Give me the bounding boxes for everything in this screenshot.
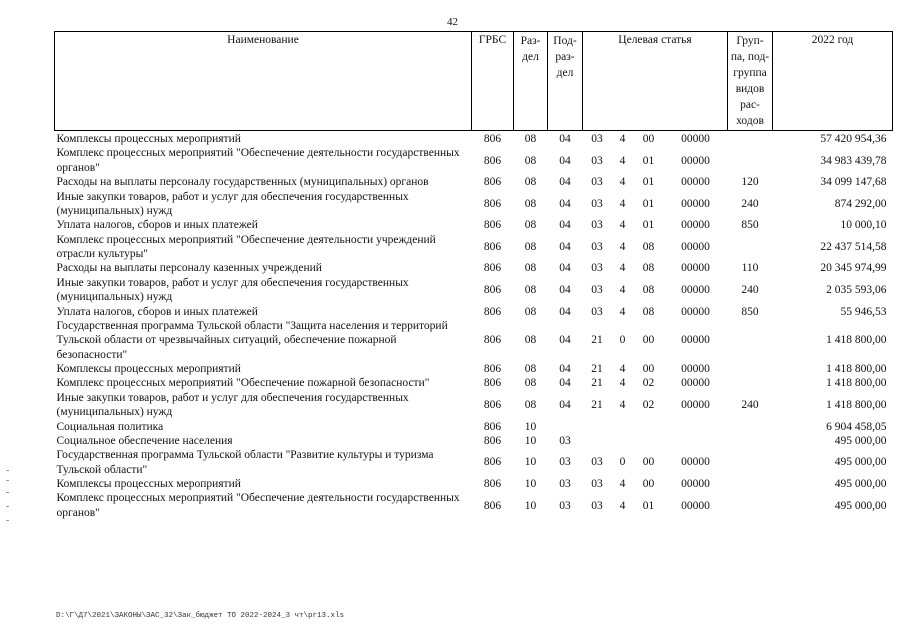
- row-cs-direction: 00000: [681, 176, 710, 189]
- table-row: [55, 319, 893, 362]
- row-amount: 57 420 954,36: [820, 133, 887, 145]
- row-vid-rashodov: 850: [741, 305, 759, 318]
- row-cs-type: 4: [619, 398, 626, 411]
- row-podrazdel: 04: [559, 133, 571, 145]
- table-row: [55, 434, 893, 448]
- row-cs-program: 03: [591, 219, 603, 232]
- row-grbs: 806: [483, 283, 502, 296]
- row-cs-type: [612, 434, 634, 448]
- row-cs-program: 03: [591, 240, 603, 253]
- row-vid-rashodov: 110: [741, 262, 759, 275]
- row-vid-rashodov: 850: [741, 219, 759, 232]
- row-cs-direction: 00000: [681, 133, 710, 145]
- row-cs-type: 4: [619, 305, 626, 318]
- row-grbs: 806: [483, 262, 502, 275]
- row-razdel: 08: [524, 240, 537, 253]
- row-cs-sub: 00: [642, 133, 655, 145]
- row-cs-sub: 00: [642, 363, 655, 375]
- row-vid-rashodov: [728, 131, 773, 147]
- row-podrazdel: 03: [559, 499, 571, 512]
- row-cs-sub: 01: [642, 499, 655, 512]
- header-razdel: Раз- дел: [514, 32, 548, 131]
- table-row: [55, 391, 893, 420]
- row-podrazdel: 04: [559, 363, 571, 375]
- row-razdel: 08: [524, 219, 537, 232]
- row-amount: 10 000,10: [840, 219, 887, 232]
- row-cs-type: 0: [619, 334, 626, 347]
- row-cs-direction: 00000: [681, 334, 710, 347]
- table-row: [55, 276, 893, 305]
- row-cs-program: 03: [591, 305, 603, 318]
- row-podrazdel: 04: [559, 305, 571, 318]
- table-header-row: [55, 32, 893, 131]
- row-grbs: 806: [483, 363, 502, 375]
- row-cs-direction: 00000: [681, 283, 710, 296]
- row-razdel: 08: [524, 154, 537, 167]
- row-cs-program: 03: [591, 262, 603, 275]
- row-podrazdel: 04: [559, 197, 571, 210]
- row-name: Расходы на выплаты персоналу казенных учреждений: [56, 262, 322, 275]
- row-cs-sub: 08: [642, 262, 655, 275]
- row-cs-direction: 00000: [681, 363, 710, 375]
- row-vid-rashodov: [728, 319, 773, 362]
- row-grbs: 806: [483, 154, 502, 167]
- row-grbs: 806: [483, 305, 502, 318]
- row-podrazdel: 03: [559, 434, 571, 447]
- page-number: 42: [447, 16, 458, 28]
- table-row: [55, 420, 893, 434]
- row-cs-program: 21: [591, 398, 603, 411]
- row-cs-type: 4: [619, 176, 626, 189]
- row-name: Комплекс процессных мероприятий "Обеспечение деятельности учреждений отрасли культуры": [56, 233, 436, 260]
- header-celevaya-statya: Целевая статья: [583, 32, 728, 131]
- table-row: [55, 491, 893, 520]
- row-cs-program: 03: [591, 154, 603, 167]
- row-cs-direction: 00000: [681, 262, 710, 275]
- row-grbs: 806: [483, 420, 502, 433]
- table-row: [55, 305, 893, 319]
- margin-mark: [6, 492, 9, 493]
- row-cs-sub: 00: [642, 478, 655, 490]
- row-cs-direction: [664, 434, 728, 448]
- row-vid-rashodov: [728, 376, 773, 390]
- header-name: Наименование: [55, 32, 472, 131]
- row-name: Государственная программа Тульской области "Защита населения и территорий Тульской области от чрезвычайных ситуаций, обеспечение пожарной безопасности": [56, 319, 448, 361]
- table-row: [55, 218, 893, 232]
- row-amount: 495 000,00: [834, 478, 887, 490]
- table-row: [55, 146, 893, 175]
- row-cs-program: 03: [591, 197, 603, 210]
- row-cs-type: 4: [619, 478, 626, 490]
- row-amount: 55 946,53: [840, 305, 887, 318]
- row-cs-sub: 00: [642, 456, 655, 469]
- table-row: [55, 362, 893, 376]
- row-razdel: 10: [524, 456, 537, 469]
- row-cs-program: [583, 420, 612, 434]
- row-cs-sub: 01: [642, 197, 655, 210]
- row-name: Иные закупки товаров, работ и услуг для обеспечения государственных (муниципальных) нужд: [56, 276, 409, 304]
- row-podrazdel: 04: [559, 398, 571, 411]
- row-name: Государственная программа Тульской области "Развитие культуры и туризма Тульской области": [56, 449, 434, 476]
- row-vid-rashodov: [728, 146, 773, 175]
- row-vid-rashodov: [728, 491, 773, 520]
- row-amount: 6 904 458,05: [826, 420, 887, 433]
- row-amount: 34 099 147,68: [820, 176, 887, 189]
- row-podrazdel: 04: [559, 176, 571, 189]
- row-amount: 34 983 439,78: [820, 154, 887, 167]
- row-vid-rashodov: 240: [741, 398, 759, 411]
- row-cs-sub: [634, 434, 664, 448]
- row-podrazdel: 04: [559, 283, 571, 296]
- margin-mark: [6, 506, 9, 507]
- row-cs-direction: [664, 420, 728, 434]
- row-cs-program: 21: [591, 363, 603, 375]
- row-grbs: 806: [483, 456, 502, 469]
- row-name: Социальная политика: [56, 420, 164, 433]
- table-row: [55, 376, 893, 390]
- table-row: [55, 233, 893, 262]
- row-cs-type: 0: [619, 456, 626, 469]
- row-razdel: 08: [524, 334, 537, 347]
- row-grbs: 806: [483, 478, 502, 490]
- row-cs-program: [583, 434, 612, 448]
- row-amount: 2 035 593,06: [826, 283, 887, 296]
- row-amount: 22 437 514,58: [820, 240, 887, 253]
- row-cs-type: 4: [619, 262, 626, 275]
- row-amount: 1 418 800,00: [826, 398, 887, 411]
- row-cs-sub: 00: [642, 334, 655, 347]
- row-vid-rashodov: 240: [741, 197, 759, 210]
- row-amount: 495 000,00: [834, 456, 887, 469]
- row-vid-rashodov: 240: [741, 283, 759, 296]
- row-razdel: 08: [524, 197, 537, 210]
- row-name: Комплексы процессных мероприятий: [56, 478, 241, 490]
- row-cs-type: 4: [619, 283, 626, 296]
- row-cs-sub: 01: [642, 154, 655, 167]
- row-grbs: 806: [483, 377, 502, 390]
- header-gruppa-vidov-rashodov: Груп- па, под- группа видов рас- ходов: [728, 32, 773, 131]
- row-name: Комплексы процессных мероприятий: [56, 133, 241, 145]
- margin-mark: [6, 470, 9, 471]
- row-cs-type: 4: [619, 363, 626, 375]
- row-name: Уплата налогов, сборов и иных платежей: [56, 305, 258, 318]
- row-vid-rashodov: [728, 362, 773, 376]
- header-grbs: ГРБС: [472, 32, 514, 131]
- row-podrazdel: 03: [559, 478, 571, 490]
- table-row: [55, 261, 893, 275]
- row-razdel: 08: [524, 176, 537, 189]
- row-name: Комплексы процессных мероприятий: [56, 363, 241, 375]
- row-cs-direction: 00000: [681, 377, 710, 390]
- table-row: [55, 131, 893, 147]
- row-razdel: 10: [524, 478, 537, 490]
- row-cs-program: 03: [591, 456, 603, 469]
- row-grbs: 806: [483, 499, 502, 512]
- row-cs-type: 4: [619, 154, 626, 167]
- row-vid-rashodov: [728, 477, 773, 491]
- row-cs-direction: 00000: [681, 219, 710, 232]
- row-cs-type: 4: [619, 377, 626, 390]
- row-podrazdel: [548, 420, 583, 434]
- margin-mark: [6, 480, 9, 481]
- row-grbs: 806: [483, 219, 502, 232]
- row-razdel: 08: [524, 283, 537, 296]
- row-cs-direction: 00000: [681, 240, 710, 253]
- row-name: Иные закупки товаров, работ и услуг для обеспечения государственных (муниципальных) нужд: [56, 190, 409, 217]
- row-podrazdel: 04: [559, 154, 571, 167]
- row-vid-rashodov: [728, 448, 773, 477]
- row-cs-type: 4: [619, 499, 626, 512]
- row-vid-rashodov: 120: [741, 176, 759, 189]
- row-cs-direction: 00000: [681, 305, 710, 318]
- row-cs-sub: 01: [642, 219, 655, 232]
- row-razdel: 10: [524, 434, 537, 447]
- header-podrazdel: Под- раз- дел: [548, 32, 583, 131]
- row-cs-type: 4: [619, 197, 626, 210]
- row-razdel: 10: [524, 420, 537, 433]
- row-razdel: 08: [524, 133, 537, 145]
- row-cs-program: 21: [591, 334, 603, 347]
- row-cs-program: 03: [591, 478, 603, 490]
- row-amount: 495 000,00: [834, 499, 887, 512]
- row-grbs: 806: [483, 434, 502, 447]
- row-grbs: 806: [483, 334, 502, 347]
- row-podrazdel: 03: [559, 456, 571, 469]
- header-year: 2022 год: [773, 32, 893, 131]
- row-cs-sub: 08: [642, 283, 655, 296]
- row-cs-type: 4: [619, 240, 626, 253]
- row-razdel: 08: [524, 398, 537, 411]
- row-vid-rashodov: [728, 233, 773, 262]
- table-row: [55, 448, 893, 477]
- row-amount: 1 418 800,00: [826, 377, 887, 390]
- row-cs-sub: 01: [642, 176, 655, 189]
- row-cs-type: 4: [619, 133, 626, 145]
- row-cs-sub: 08: [642, 305, 655, 318]
- row-vid-rashodov: [728, 420, 773, 434]
- row-cs-program: 03: [591, 176, 603, 189]
- table-row: [55, 175, 893, 189]
- row-razdel: 10: [524, 499, 537, 512]
- row-amount: 874 292,00: [834, 197, 887, 210]
- row-podrazdel: 04: [559, 240, 571, 253]
- row-cs-program: 21: [591, 377, 603, 390]
- row-cs-direction: 00000: [681, 478, 710, 490]
- row-name: Комплекс процессных мероприятий "Обеспечение пожарной безопасности": [56, 377, 430, 390]
- row-grbs: 806: [483, 398, 502, 411]
- row-grbs: 806: [483, 240, 502, 253]
- row-vid-rashodov: [728, 434, 773, 448]
- row-razdel: 08: [524, 305, 537, 318]
- table-row: [55, 190, 893, 219]
- row-cs-sub: [634, 420, 664, 434]
- row-cs-program: 03: [591, 283, 603, 296]
- row-razdel: 08: [524, 363, 537, 375]
- margin-mark: [6, 520, 9, 521]
- row-podrazdel: 04: [559, 334, 571, 347]
- row-cs-sub: 02: [642, 377, 655, 390]
- row-cs-sub: 02: [642, 398, 655, 411]
- row-podrazdel: 04: [559, 219, 571, 232]
- row-cs-program: 03: [591, 499, 603, 512]
- row-amount: 495 000,00: [834, 434, 887, 447]
- row-cs-direction: 00000: [681, 499, 710, 512]
- row-cs-type: [612, 420, 634, 434]
- row-razdel: 08: [524, 377, 537, 390]
- row-cs-program: 03: [591, 133, 603, 145]
- row-cs-direction: 00000: [681, 456, 710, 469]
- row-name: Комплекс процессных мероприятий "Обеспечение деятельности государственных органов": [56, 147, 460, 174]
- file-path-footer: D:\Г\Д7\2021\ЗАКОНЫ\ЗАС_32\Зак_бюджет ТО 2022-2024_3 чт\pr13.xls: [56, 612, 345, 620]
- row-grbs: 806: [483, 197, 502, 210]
- row-cs-direction: 00000: [681, 197, 710, 210]
- table-row: [55, 477, 893, 491]
- row-podrazdel: 04: [559, 262, 571, 275]
- row-name: Расходы на выплаты персоналу государственных (муниципальных) органов: [56, 176, 429, 189]
- row-name: Социальное обеспечение населения: [56, 434, 233, 447]
- row-grbs: 806: [483, 176, 502, 189]
- row-amount: 20 345 974,99: [820, 262, 887, 275]
- row-name: Иные закупки товаров, работ и услуг для обеспечения государственных (муниципальных) нужд: [56, 391, 409, 419]
- row-podrazdel: 04: [559, 377, 571, 390]
- row-amount: 1 418 800,00: [826, 334, 887, 347]
- row-name: Уплата налогов, сборов и иных платежей: [56, 219, 258, 232]
- row-name: Комплекс процессных мероприятий "Обеспечение деятельности государственных органов": [56, 492, 460, 519]
- row-grbs: 806: [483, 133, 502, 145]
- row-cs-type: 4: [619, 219, 626, 232]
- row-razdel: 08: [524, 262, 537, 275]
- budget-table: [54, 31, 893, 520]
- row-amount: 1 418 800,00: [826, 363, 887, 375]
- row-cs-direction: 00000: [681, 398, 710, 411]
- row-cs-sub: 08: [642, 240, 655, 253]
- row-cs-direction: 00000: [681, 154, 710, 167]
